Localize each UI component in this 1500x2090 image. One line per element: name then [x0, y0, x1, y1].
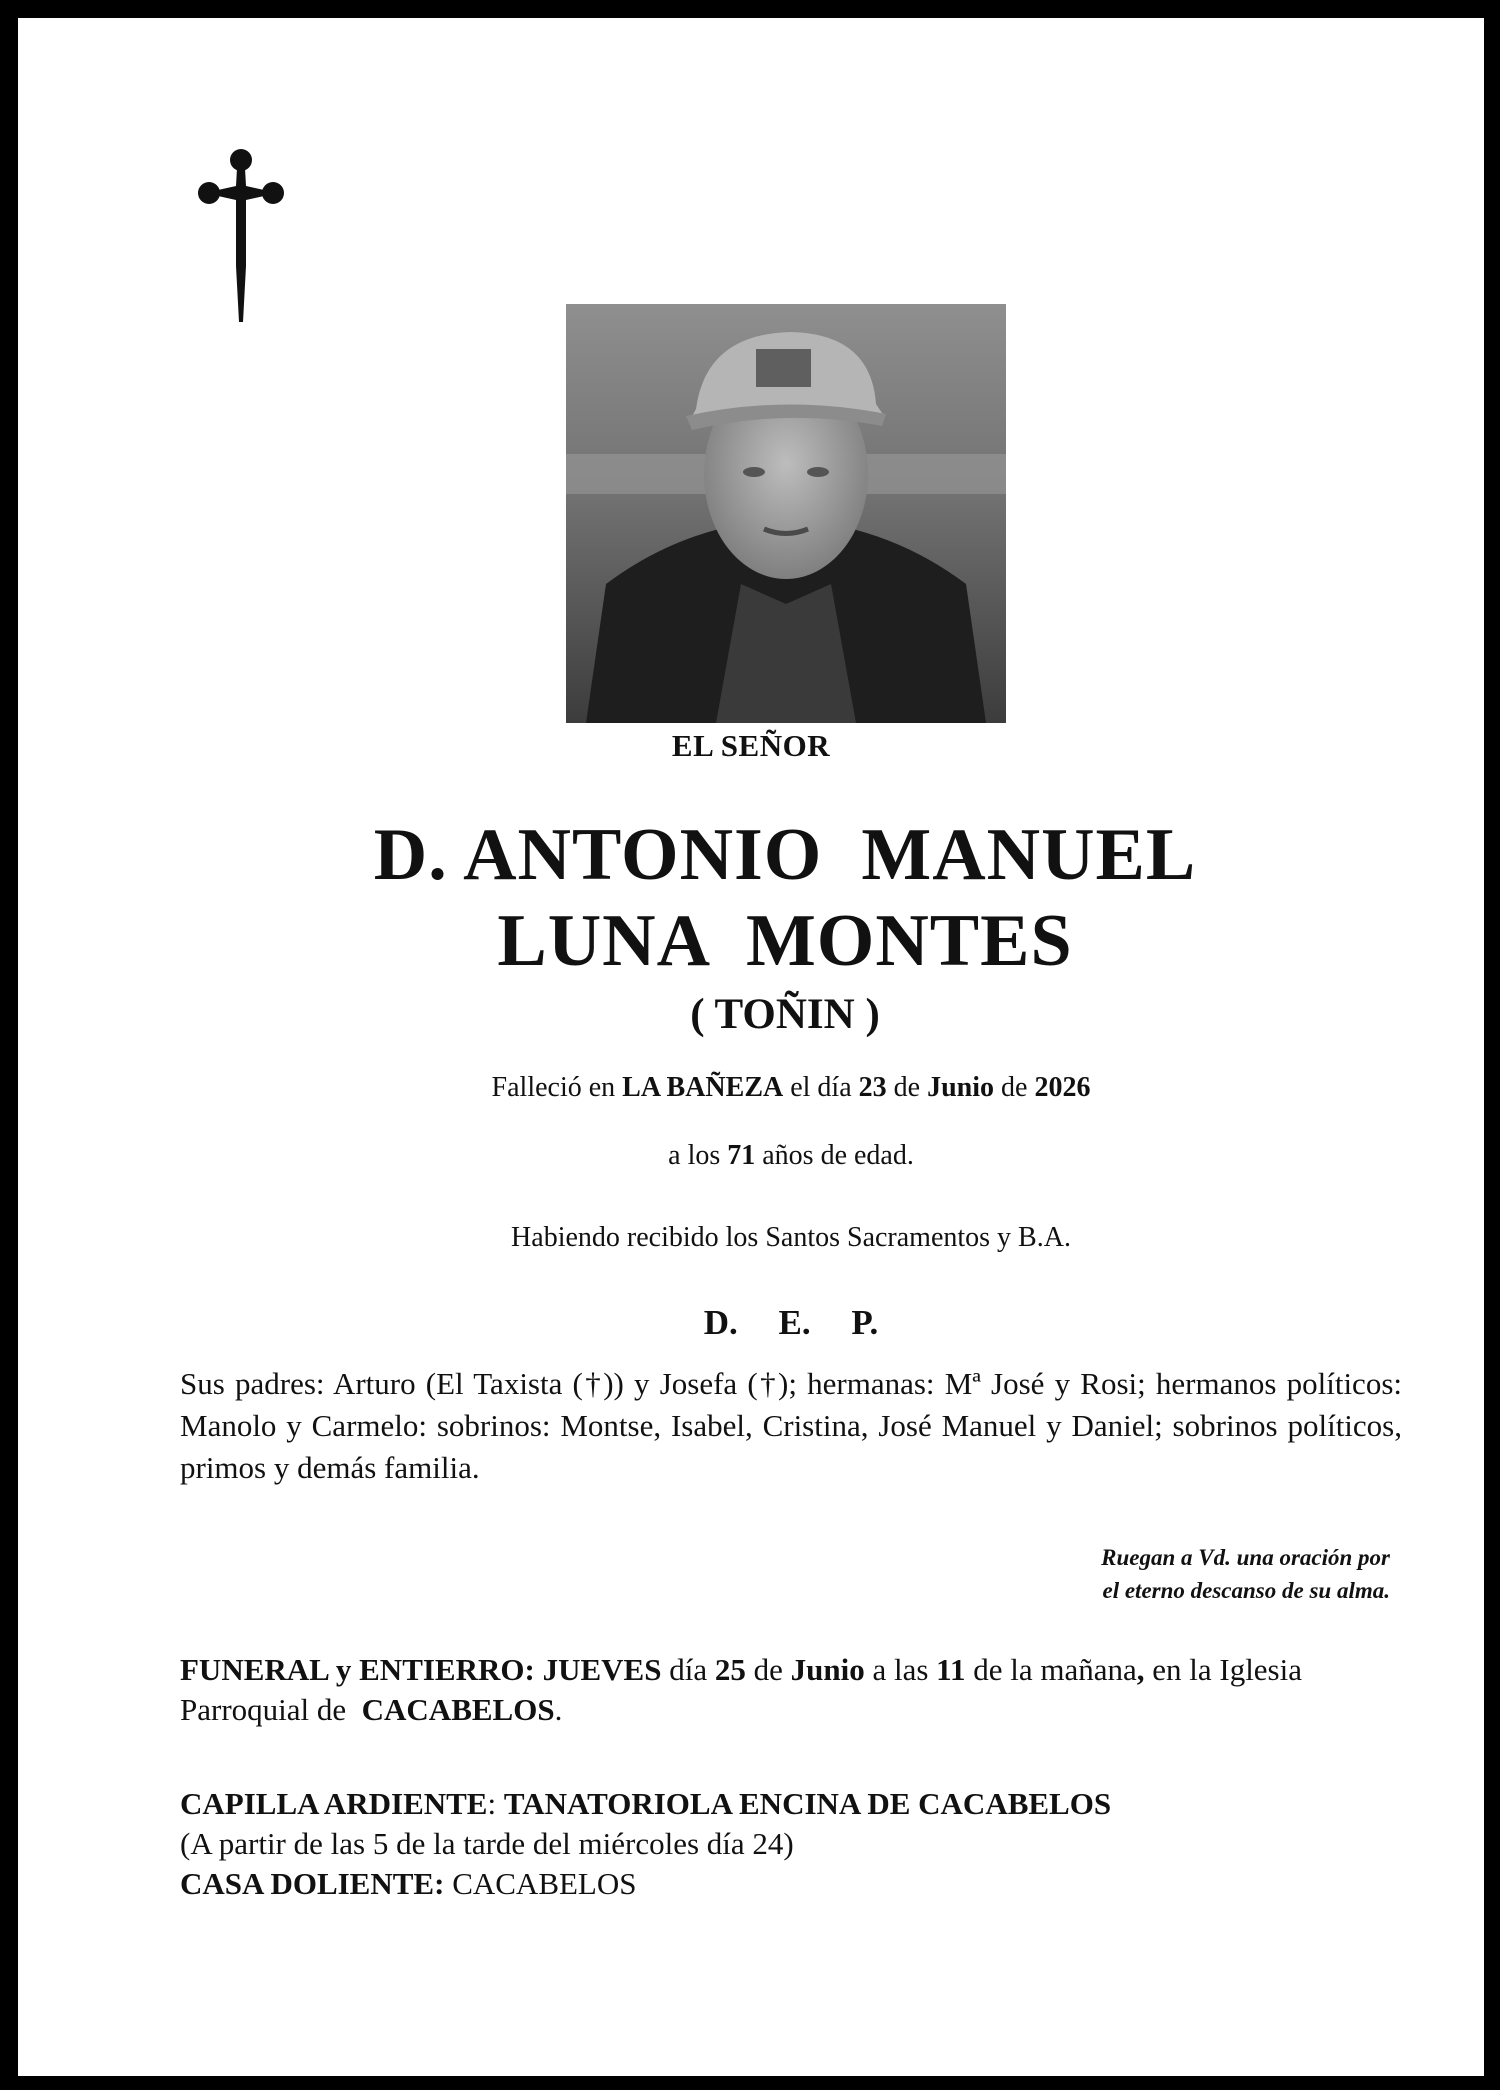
death-info: Falleció en LA BAÑEZA el día 23 de Junio de 2026 — [491, 1072, 1091, 1103]
deceased-name-line1: D. ANTONIO MANUEL — [373, 814, 1197, 896]
chapel-and-house-info — [180, 1784, 1410, 1904]
funeral-info: FUNERAL y ENTIERRO: JUEVES día 25 de Junio a las 11 de la mañana, en la Iglesia Parroquial de CACABELOS. — [180, 1652, 1310, 1727]
santiago-cross-icon — [196, 146, 286, 326]
age-info: a los 71 años de edad. — [668, 1140, 914, 1171]
portrait-photo — [566, 304, 1006, 723]
prayer-request — [870, 1541, 1390, 1607]
chapel-schedule: (A partir de las 5 de la tarde del miércoles día 24) — [180, 1826, 794, 1861]
prayer-line-1: Ruegan a Vd. una oración por — [1101, 1545, 1390, 1570]
family-paragraph: Sus padres: Arturo (El Taxista (†)) y Josefa (†); hermanas: Mª José y Rosi; hermanos políticos: Manolo y Carmelo: sobrinos: Montse, Isabel, Cristina, José Manuel y Daniel; sobrinos políticos, primos y demás familia. — [180, 1366, 1402, 1485]
intro-title: EL SEÑOR — [671, 728, 831, 763]
deceased-name-line2: LUNA MONTES — [497, 900, 1073, 982]
rip-abbreviation: D. E. P. — [703, 1303, 879, 1342]
deceased-nickname: ( TOÑIN ) — [690, 991, 880, 1038]
house-line: CASA DOLIENTE: CACABELOS — [180, 1866, 637, 1901]
chapel-line: CAPILLA ARDIENTE: TANATORIOLA ENCINA DE CACABELOS — [180, 1786, 1112, 1821]
sacraments-note: Habiendo recibido los Santos Sacramentos y B.A. — [511, 1222, 1071, 1253]
obituary-page — [18, 18, 1484, 2076]
prayer-line-2: el eterno descanso de su alma. — [1102, 1578, 1390, 1603]
